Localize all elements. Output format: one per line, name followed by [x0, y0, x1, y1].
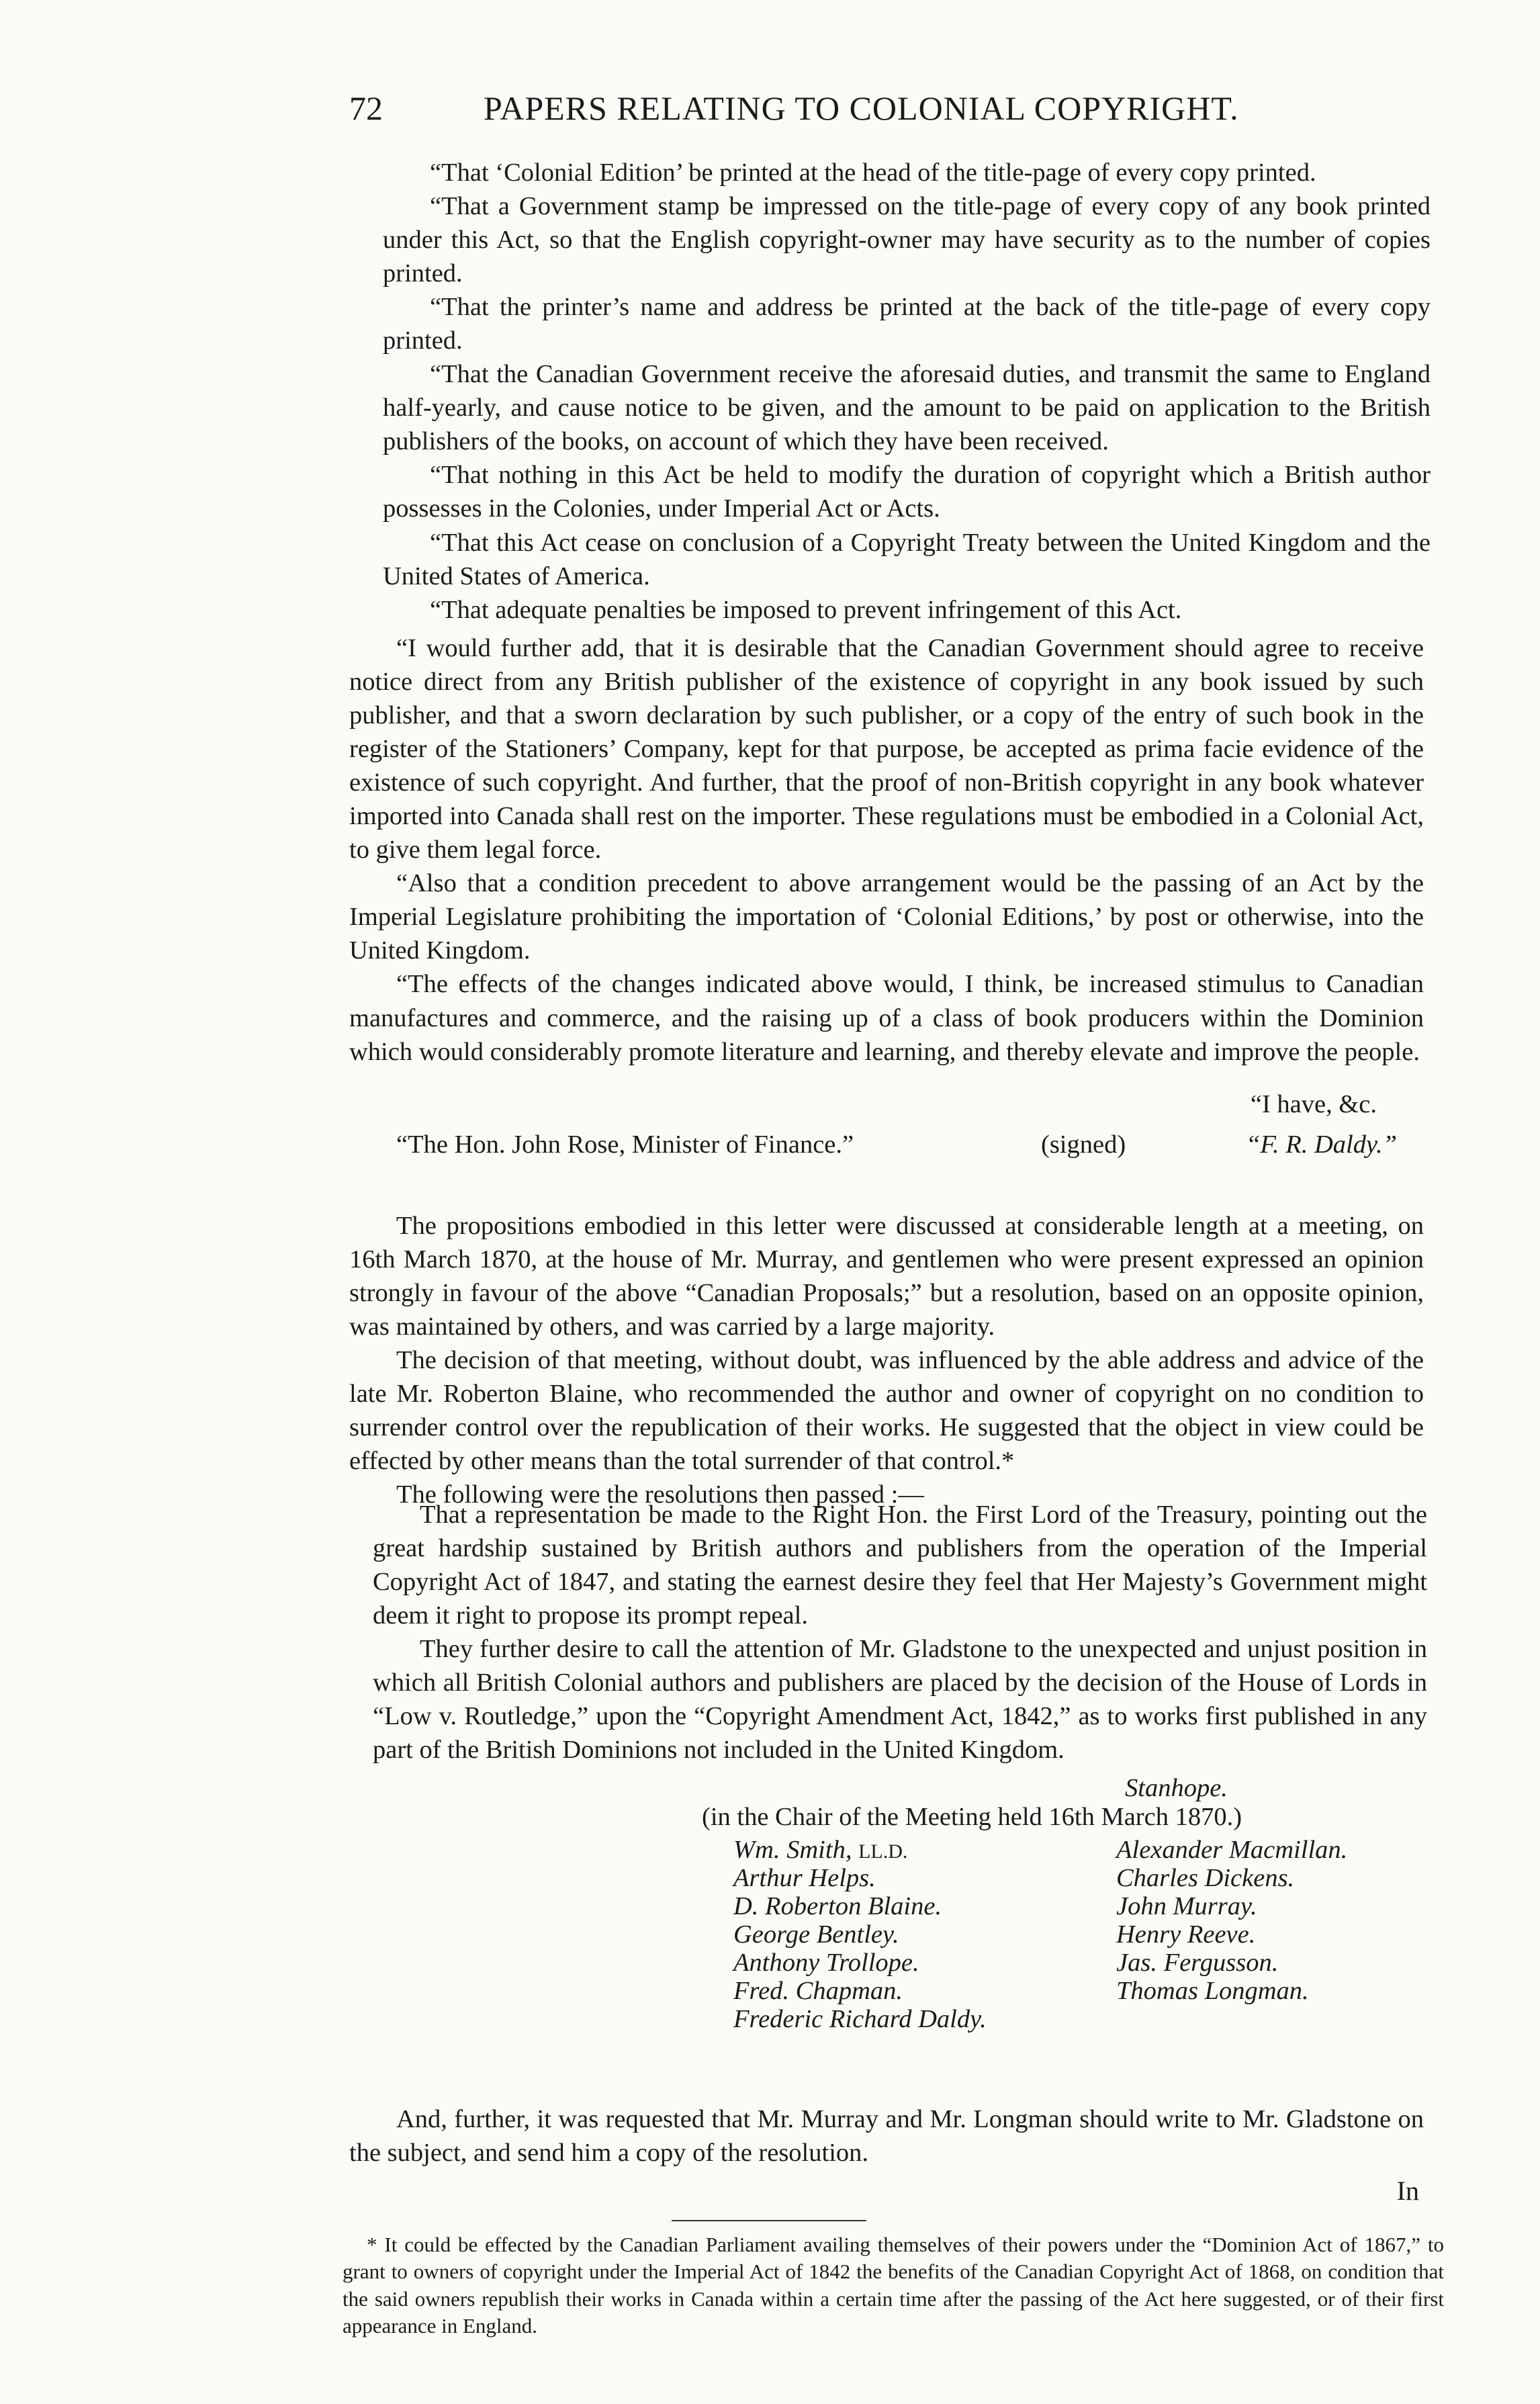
signatory: George Bentley.: [733, 1920, 899, 1949]
narrative-paragraph: The decision of that meeting, without doubt, was influenced by the able address and advice of the late Mr. Roberton Blaine, who recommended the author and owner of copyright on no condition to surrender control over the republication of their works. He suggested that the object in view could be effected by other means than the total surrender of that control.*: [349, 1346, 1424, 1476]
letter-paragraph: “The effects of the changes indicated above would, I think, be increased stimulus to Canadian manufactures and commerce, and the raising up of a class of book producers within the Dominion which would considerably promote literature and learning, and thereby elevate and improve the people.: [349, 970, 1424, 1066]
footnote-rule: [672, 2220, 866, 2221]
signatory: Wm. Smith, LL.D.: [733, 1836, 908, 1864]
condition-paragraph: “That this Act cease on conclusion of a Copyright Treaty between the United Kingdom and the United States of America.: [383, 528, 1431, 590]
letter-closing: “I have, &c.: [1250, 1090, 1377, 1118]
signatory: Frederic Richard Daldy.: [733, 2005, 987, 2033]
footnote: [343, 2231, 1444, 2340]
letter-signature: [349, 1089, 1431, 1170]
signatory: Charles Dickens.: [1116, 1864, 1295, 1892]
signatory: D. Roberton Blaine.: [733, 1892, 942, 1920]
chairman-name: Stanhope.: [1125, 1774, 1228, 1802]
condition-paragraph: “That a Government stamp be impressed on the title-page of every copy of any book printed under this Act, so that the English copyright-owner may have security as to the number of copies printed.: [383, 192, 1431, 288]
signatory-name: “F. R. Daldy.”: [1246, 1130, 1397, 1159]
condition-paragraph: “That the printer’s name and address be printed at the back of the title-page of every copy printed.: [383, 293, 1431, 355]
page-header: [349, 89, 1392, 136]
condition-paragraph: “That adequate penalties be imposed to prevent infringement of this Act.: [430, 595, 1182, 624]
chair-note: (in the Chair of the Meeting held 16th March 1870.): [702, 1803, 1242, 1831]
closing-section: [349, 2102, 1424, 2170]
signatories-right-column: [1116, 1836, 1347, 2005]
signatory: Anthony Trollope.: [733, 1949, 919, 1977]
resolution-paragraph: That a representation be made to the Right Hon. the First Lord of the Treasury, pointing out the great hardship sustained by British authors and publishers from the operation of the Imperial Copyright Act of 1847, and stating the earnest desire they feel that Her Majesty’s Government might deem it right to propose its prompt repeal.: [373, 1501, 1427, 1630]
signatory: Henry Reeve.: [1116, 1920, 1256, 1949]
quoted-conditions: [383, 156, 1431, 627]
narrative-paragraph: The following were the resolutions then passed :—: [396, 1480, 924, 1509]
signatory: Thomas Longman.: [1116, 1977, 1309, 2005]
signatories-left-column: [733, 1836, 987, 2033]
resolutions: [373, 1498, 1427, 1767]
letter-paragraph: “Also that a condition precedent to above arrangement would be the passing of an Act by the Imperial Legislature prohibiting the importation of ‘Colonial Editions,’ by post or otherwise, into the United Kingdom.: [349, 869, 1424, 965]
condition-paragraph: “That nothing in this Act be held to modify the duration of copyright which a British author possesses in the Colonies, under Imperial Act or Acts.: [383, 461, 1431, 523]
letter-body: [349, 631, 1424, 1069]
footnote-text: * It could be effected by the Canadian Parliament availing themselves of their powers under the “Dominion Act of 1867,” to grant to owners of copyright under the Imperial Act of 1842 the benefits of the Canadian Copyright Act of 1868, on condition that the said owners republish their works in Canada within a certain time after the passing of the Act here suggested, or of their first appearance in England.: [343, 2233, 1444, 2338]
signatory: Alexander Macmillan.: [1116, 1836, 1348, 1864]
signatory: Jas. Fergusson.: [1116, 1949, 1279, 1977]
condition-paragraph: “That ‘Colonial Edition’ be printed at the head of the title-page of every copy printed.: [430, 159, 1316, 187]
letter-addressee: “The Hon. John Rose, Minister of Finance.”: [396, 1130, 854, 1159]
signatory: John Murray.: [1116, 1892, 1257, 1920]
narrative-paragraph: The propositions embodied in this letter were discussed at considerable length at a meeting, on 16th March 1870, at the house of Mr. Murray, and gentlemen who were present expressed an opinion strongly in favour of the above “Canadian Proposals;” but a resolution, based on an opposite opinion, was maintained by others, and was carried by a large majority.: [349, 1212, 1424, 1341]
signed-label: (signed): [1041, 1130, 1126, 1159]
signatory: Arthur Helps.: [733, 1864, 876, 1892]
signatory: Fred. Chapman.: [733, 1977, 903, 2005]
narrative: [349, 1209, 1424, 1511]
condition-paragraph: “That the Canadian Government receive the aforesaid duties, and transmit the same to England half-yearly, and cause notice to be given, and the amount to be paid on application to the British publishers of the books, on account of which they have been received.: [383, 360, 1431, 456]
page-number: 72: [349, 89, 383, 127]
closing-paragraph: And, further, it was requested that Mr. Murray and Mr. Longman should write to Mr. Gladstone on the subject, and send him a copy of the resolution.: [349, 2105, 1424, 2168]
resolution-paragraph: They further desire to call the attention of Mr. Gladstone to the unexpected and unjust position in which all British Colonial authors and publishers are placed by the decision of the House of Lords in “Low v. Routledge,” upon the “Copyright Amendment Act, 1842,” as to works first published in any part of the British Dominions not included in the United Kingdom.: [373, 1635, 1427, 1765]
catchword: In: [1396, 2176, 1419, 2206]
letter-paragraph: “I would further add, that it is desirable that the Canadian Government should agree to receive notice direct from any British publisher of the existence of copyright in any book issued by such publisher, and that a sworn declaration by such publisher, or a copy of the entry of such book in the register of the Stationers’ Company, kept for that purpose, be accepted as prima facie evidence of the existence of such copyright. And further, that the proof of non-British copyright in any book whatever imported into Canada shall rest on the importer. These regulations must be embodied in a Colonial Act, to give them legal force.: [349, 634, 1424, 864]
running-title: PAPERS RELATING TO COLONIAL COPYRIGHT.: [484, 89, 1239, 127]
